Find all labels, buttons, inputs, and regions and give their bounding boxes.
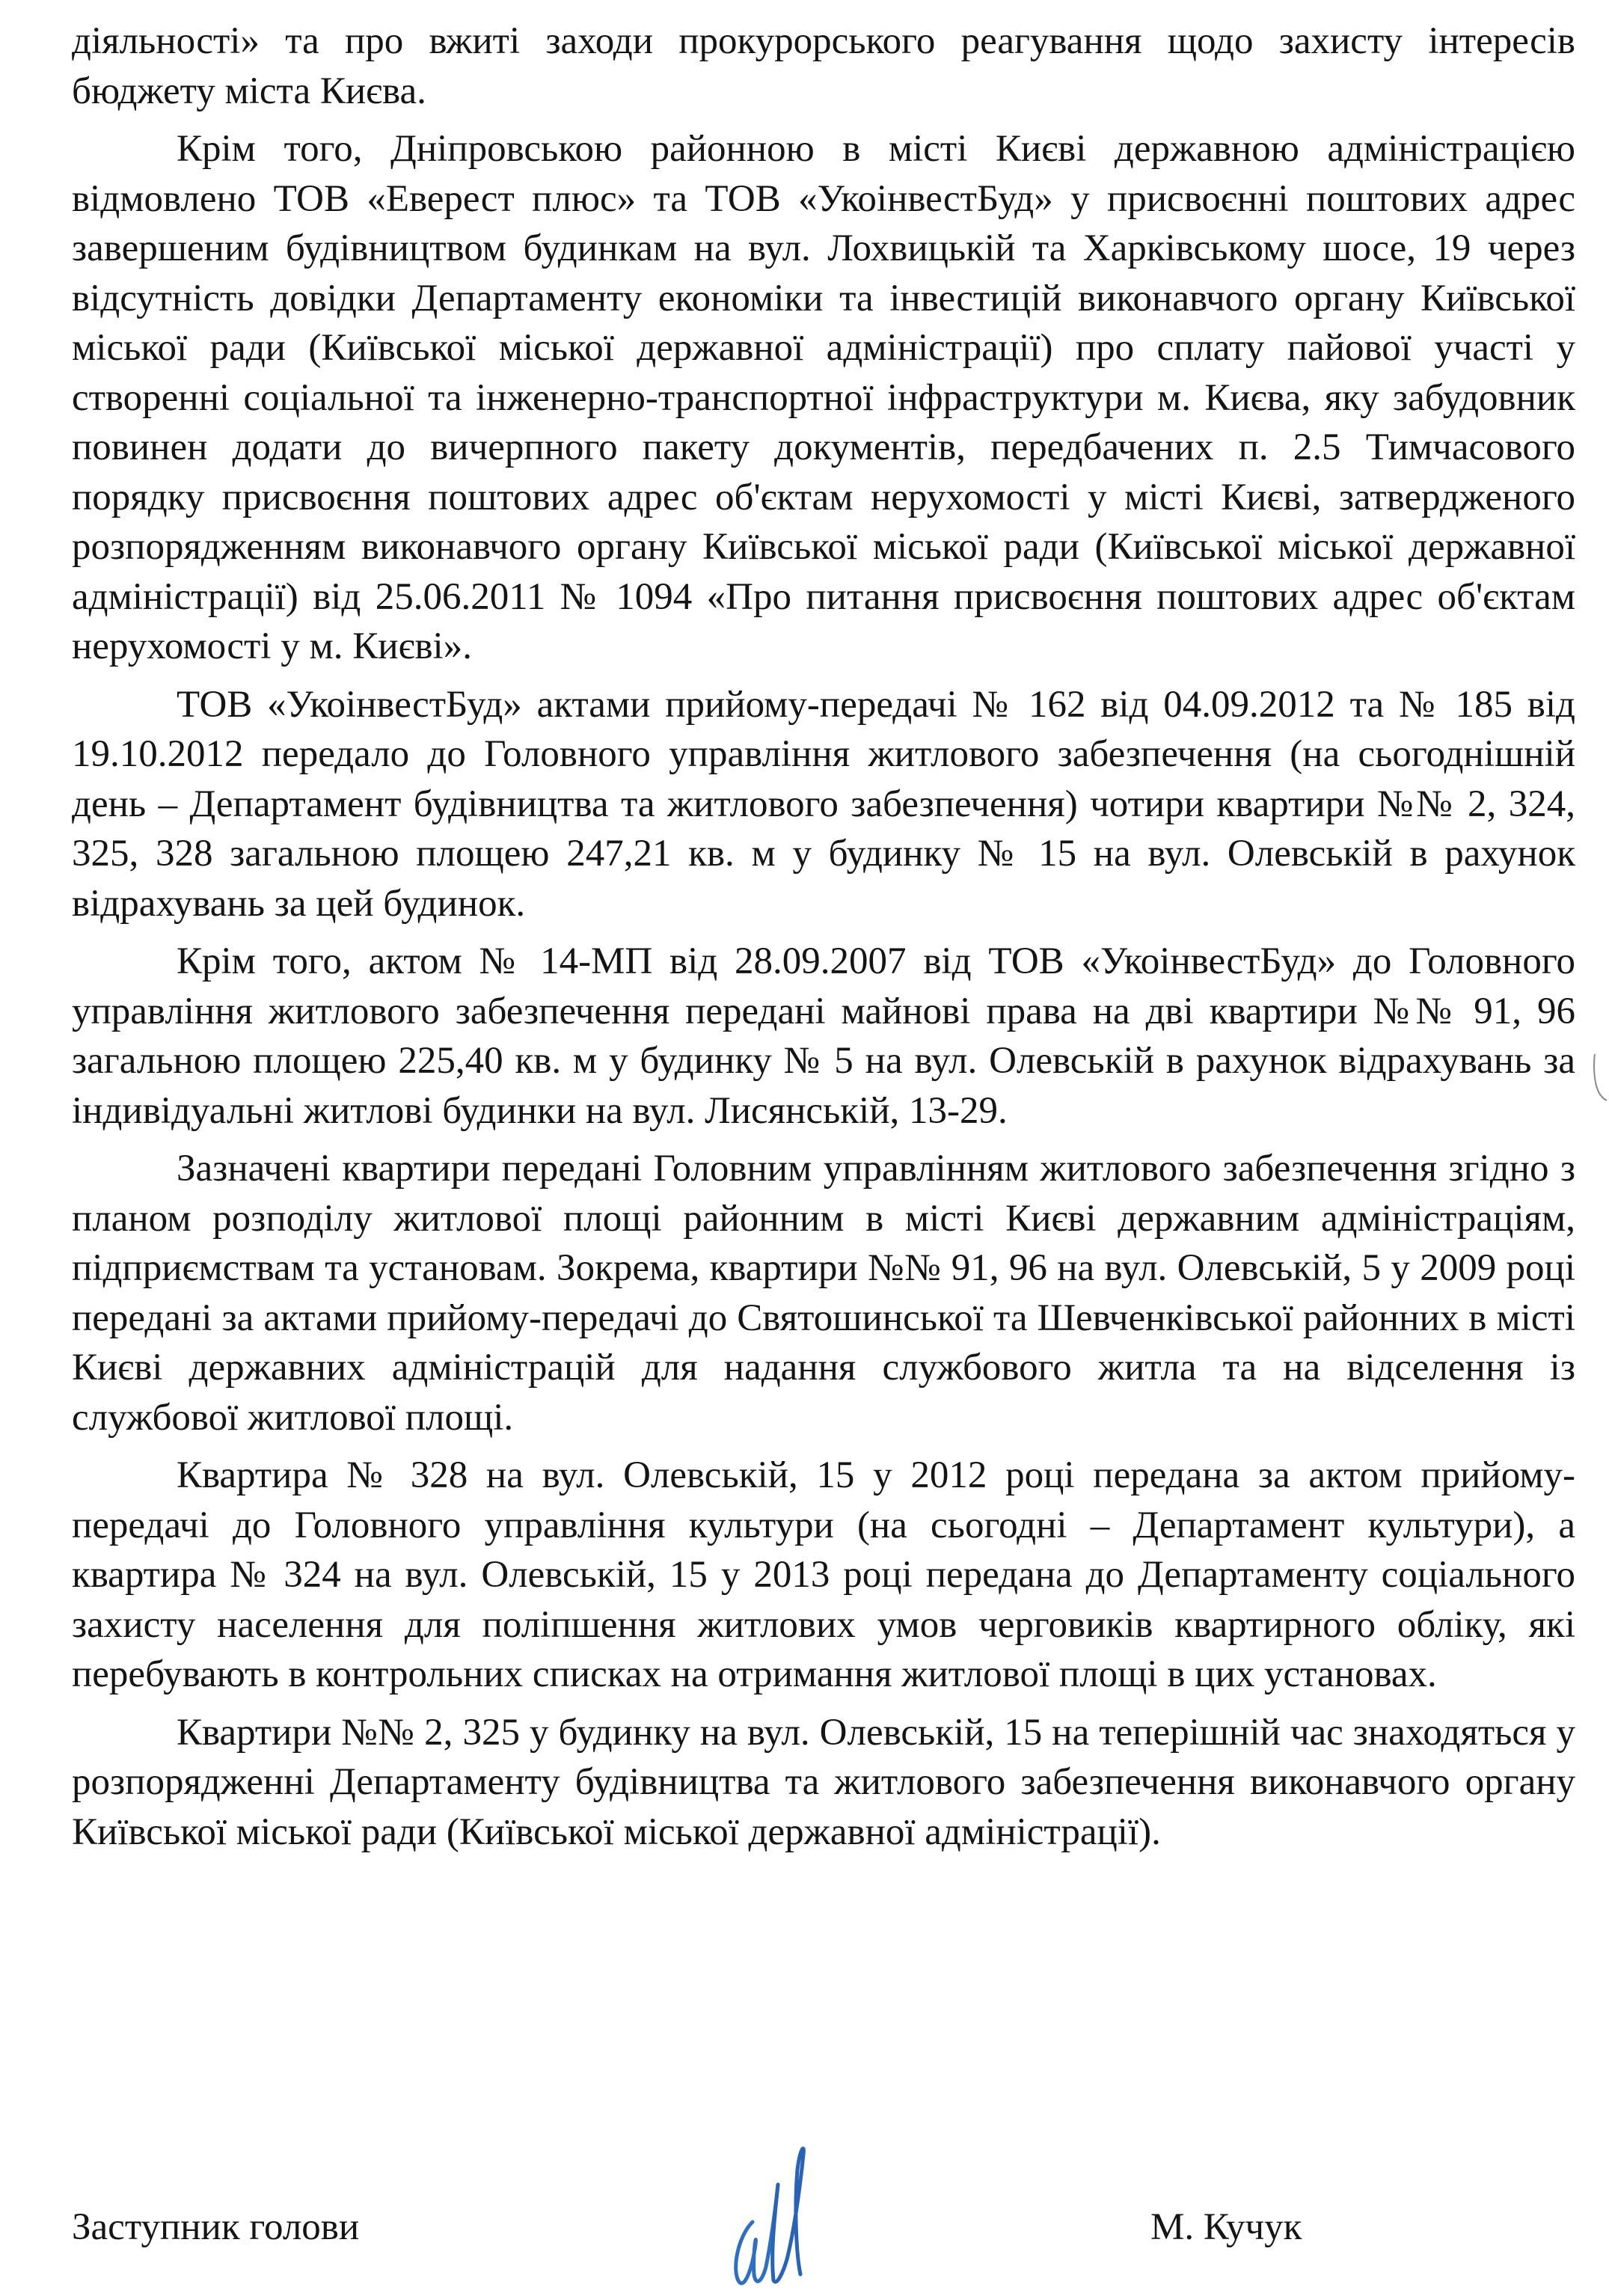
signatory-name: М. Кучук <box>1150 2206 1302 2248</box>
paragraph-7: Квартири №№ 2, 325 у будинку на вул. Олевській, 15 на теперішній час знаходяться у розпорядженні Департаменту будівництва та житлового забезпечення виконавчого органу Київської міської ради (Київської міської державної адміністрації). <box>72 1711 1575 1853</box>
paragraph-5: Зазначені квартири передані Головним управлінням житлового забезпечення згідно з планом розподілу житлової площі районним в місті Києві державним адміністраціям, підприємствам та установам. Зокрема, квартири №№ 91, 96 на вул. Олевській, 5 у 2009 році передані за актами прийому-передачі до Святошинської та Шевченківської районних в місті Києві державних адміністрацій для надання службового житла та на відселення із службової житлової площі. <box>72 1148 1575 1439</box>
signatory-title: Заступник голови <box>72 2206 360 2248</box>
paragraph-6: Квартира № 328 на вул. Олевській, 15 у 2012 році передана за актом прийому-передачі до Головного управління культури (на сьогодні – Департамент культури), а квартира № 324 на вул. Олевській, 15 у 2013 році передана до Департаменту соціального захисту населення для поліпшення житлових умов черговиків квартирного обліку, які перебувають в контрольних списках на отримання житлової площі в цих установах. <box>72 1454 1575 1695</box>
paragraph-1: діяльності» та про вжиті заходи прокурорського реагування щодо захисту інтересів бюджету міста Києва. <box>72 20 1575 112</box>
paragraph-4: Крім того, актом № 14-МП від 28.09.2007 від ТОВ «УкоінвестБуд» до Головного управління житлового забезпечення передані майнові права на дві квартири №№ 91, 96 загальною площею 225,40 кв. м у будинку № 5 на вул. Олевській в рахунок відрахувань за індивідуальні житлові будинки на вул. Лисянській, 13-29. <box>72 940 1575 1132</box>
signature-block <box>72 2185 1575 2274</box>
document-body <box>72 16 1575 1857</box>
paragraph-2: Крім того, Дніпровською районною в місті Києві державною адміністрацією відмовлено ТОВ «Еверест плюс» та ТОВ «УкоінвестБуд» у присвоєнні поштових адрес завершеним будівництвом будинкам на вул. Лохвицькій та Харківському шосе, 19 через відсутність довідки Департаменту економіки та інвестицій виконавчого органу Київської міської ради (Київської міської державної адміністрації) про сплату пайової участі у створенні соціальної та інженерно-транспортної інфраструктури м. Києва, яку забудовник повинен додати до вичерпного пакету документів, передбачених п. 2.5 Тимчасового порядку присвоєння поштових адрес об'єктам нерухомості у місті Києві, затвердженого розпорядженням виконавчого органу Київської міської ради (Київської міської державної адміністрації) від 25.06.2011 № 1094 «Про питання присвоєння поштових адрес об'єктам нерухомості у м. Києві». <box>72 128 1575 667</box>
margin-pencil-mark-icon <box>1592 1051 1608 1103</box>
handwritten-signature-icon <box>723 2140 865 2289</box>
paragraph-3: ТОВ «УкоінвестБуд» актами прийому-передачі № 162 від 04.09.2012 та № 185 від 19.10.2012 передало до Головного управління житлового забезпечення (на сьогоднішній день – Департамент будівництва та житлового забезпечення) чотири квартири №№ 2, 324, 325, 328 загальною площею 247,21 кв. м у будинку № 15 на вул. Олевській в рахунок відрахувань за цей будинок. <box>72 683 1575 925</box>
